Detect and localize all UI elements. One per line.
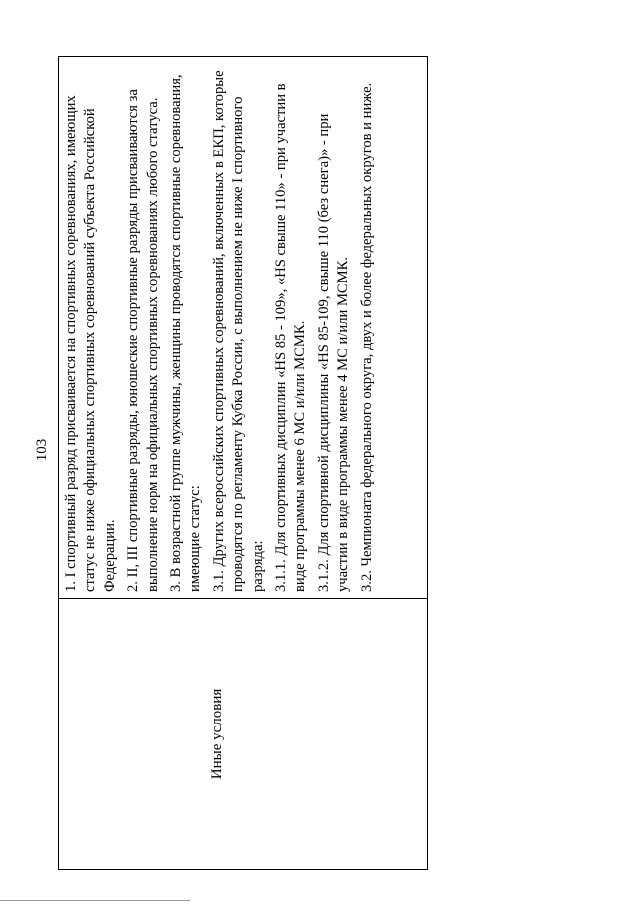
- row-label: Иные условия: [209, 688, 225, 780]
- page-number: 103: [34, 438, 50, 462]
- footer-divider: [0, 900, 190, 901]
- paragraph-3: 3. В возрастной группе мужчины, женщины проводятся спортивные соревнования, имеющие статус:: [168, 74, 204, 592]
- rotated-page: [32, 30, 632, 870]
- paragraph-2: 2. II, III спортивные разряды, юношеские спортивные разряды присваиваются за выполнение норм на официальных спортивных соревнованиях любого статуса.: [125, 89, 161, 592]
- conditions-table: [58, 56, 428, 870]
- paragraph-3-1: 3.1. Других всероссийских спортивных соревнований, включенных в ЕКП, которые проводятся по регламенту Кубка России, с выполнением не ниже I спортивного разряда:: [210, 70, 266, 592]
- label-cell: [59, 598, 427, 869]
- paragraph-3-2: 3.2. Чемпионата федерального округа, двух и более федеральных округов и ниже.: [358, 82, 375, 592]
- paragraph-1: 1. I спортивный разряд присваивается на спортивных соревнованиях, имеющих статус не ниже официальных спортивных соревнований субъекта Российской Федерации.: [63, 95, 118, 592]
- paragraph-3-1-2: 3.1.2. Для спортивной дисциплины «HS 85-109, свыше 110 (без снега)» - при участии в виде программы менее 4 МС и/или МСМК.: [315, 113, 352, 592]
- content-cell: [59, 57, 427, 598]
- paragraph-3-1-1: 3.1.1. Для спортивных дисциплин «HS 85 - 109», «HS свыше 110» - при участии в виде программы менее 6 МС и/или МСМК.: [273, 83, 309, 592]
